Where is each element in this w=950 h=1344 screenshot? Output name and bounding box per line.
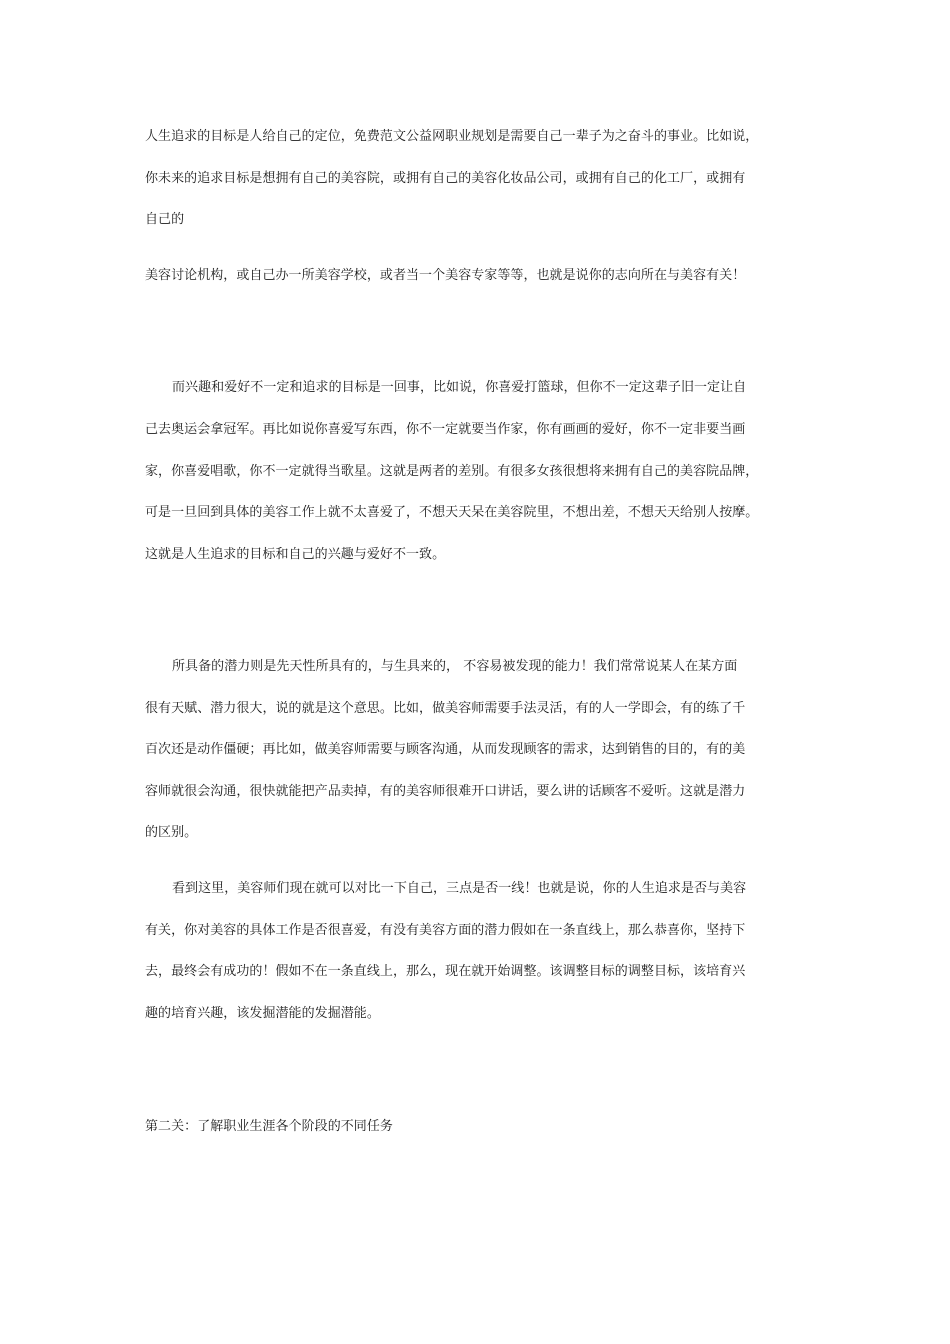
paragraph-3-line-5: 这就是人生追求的目标和自己的兴趣与爱好不一致。: [145, 547, 446, 562]
paragraph-3-line-1: 而兴趣和爱好不一定和追求的目标是一回事，比如说，你喜爱打篮球，但你不一定这辈子旧一定让自: [172, 380, 747, 395]
paragraph-4-line-4: 容师就很会沟通，很快就能把产品卖掉，有的美容师很难开口讲话，要么讲的话顾客不爱听。这就是潜力: [145, 784, 746, 799]
paragraph-4-line-2: 很有天赋、潜力很大，说的就是这个意思。比如，做美容师需要手法灵活，有的人一学即会，有的练了千: [145, 701, 746, 716]
paragraph-1-line-2: 你未来的追求目标是想拥有自己的美容院，或拥有自己的美容化妆品公司，或拥有自己的化工厂，或拥有: [145, 171, 746, 186]
paragraph-4-line-1: 所具备的潜力则是先天性所具有的，与生具来的， 不容易被发现的能力！我们常常说某人在某方面: [172, 659, 738, 674]
paragraph-3-line-3: 家，你喜爱唱歌，你不一定就得当歌星。这就是两者的差别。有很多女孩很想将来拥有自己的美容院品牌，: [145, 464, 759, 479]
paragraph-3-line-4: 可是一旦回到具体的美容工作上就不太喜爱了，不想天天呆在美容院里，不想出差，不想天天给别人按摩。: [145, 505, 759, 520]
paragraph-3-line-2: 己去奥运会拿冠军。再比如说你喜爱写东西，你不一定就要当作家，你有画画的爱好，你不一定非要当画: [145, 422, 746, 437]
paragraph-5-line-1: 看到这里，美容师们现在就可以对比一下自己，三点是否一线！也就是说，你的人生追求是否与美容: [172, 881, 747, 896]
paragraph-1-line-1: 人生追求的目标是人给自己的定位，免费范文公益网职业规划是需要自己一辈子为之奋斗的事业。比如说，: [145, 129, 759, 144]
paragraph-1-line-3: 自己的: [145, 212, 185, 227]
paragraph-2-line-1: 美容讨论机构，或自己办一所美容学校，或者当一个美容专家等等，也就是说你的志向所在与美容有关！: [145, 268, 746, 283]
paragraph-4-line-5: 的区别。: [145, 825, 198, 840]
paragraph-5-line-3: 去，最终会有成功的！假如不在一条直线上，那么，现在就开始调整。该调整目标的调整目标，该培育兴: [145, 964, 746, 979]
section-heading: 第二关：了解职业生涯各个阶段的不同任务: [145, 1119, 393, 1134]
paragraph-4-line-3: 百次还是动作僵硬；再比如，做美容师需要与顾客沟通，从而发现顾客的需求，达到销售的目的，有的美: [145, 742, 746, 757]
paragraph-5-line-2: 有关，你对美容的具体工作是否很喜爱，有没有美容方面的潜力假如在一条直线上，那么恭喜你，坚持下: [145, 923, 746, 938]
paragraph-5-line-4: 趣的培育兴趣，该发掘潜能的发掘潜能。: [145, 1006, 380, 1021]
